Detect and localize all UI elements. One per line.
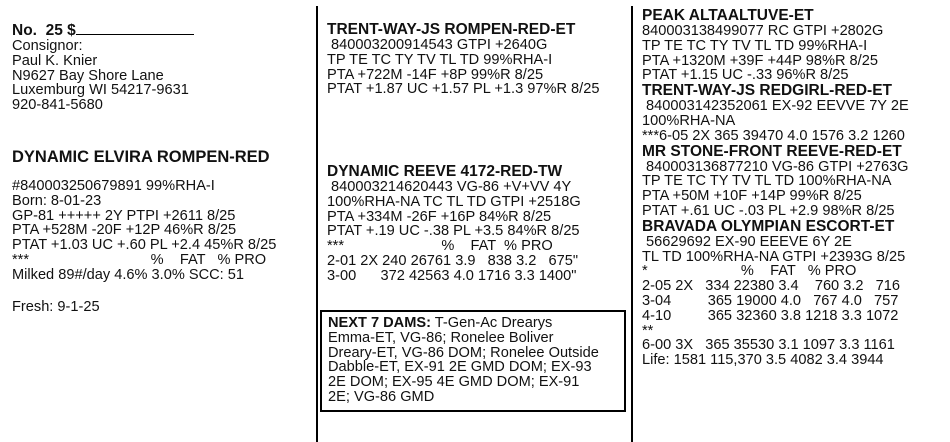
cow-line-4: PTA +528M -20F +12P 46%R 8/25	[12, 222, 237, 239]
pedigree-3-line-1: 840003136877210 VG-86 GTPI +2763G	[642, 158, 909, 175]
consignor-phone: 920-841-5680	[12, 97, 103, 114]
dam-line-3: PTA +334M -26F +16P 84%R 8/25	[327, 208, 552, 225]
consignor-city: Luxemburg WI 54217-9631	[12, 82, 189, 99]
dam-line-7: 3-00 372 42563 4.0 1716 3.3 1400"	[327, 267, 577, 284]
dam-block	[327, 164, 627, 284]
pedigree-1-line-2: TP TE TC TY TV TL TD 99%RHA-I	[642, 37, 868, 54]
pedigree-entry-2	[642, 83, 947, 143]
pedigree-1-line-1: 840003138499077 RC GTPI +2802G	[642, 23, 884, 39]
pedigree-4-line-2: TL TD 100%RHA-NA GTPI +2393G 8/25	[642, 248, 906, 265]
column-divider-right	[631, 6, 633, 442]
pedigree-4-line-6: 4-10 365 32360 3.8 1218 3.3 1072	[642, 307, 899, 324]
pedigree-4-line-1: 56629692 EX-90 EEEVE 6Y 2E	[642, 233, 852, 250]
cow-line-5: PTAT +1.03 UC +.60 PL +2.4 45%R 8/25	[12, 237, 277, 254]
cow-line-7: Milked 89#/day 4.6% 3.0% SCC: 51	[12, 266, 245, 283]
pedigree-name-2: TRENT-WAY-JS REDGIRL-RED-ET	[642, 82, 893, 100]
dam-line-2: 100%RHA-NA TC TL TD GTPI +2518G	[327, 193, 581, 210]
pedigree-4-line-4: 2-05 2X 334 22380 3.4 760 3.2 716	[642, 278, 901, 295]
pedigree-column	[642, 8, 947, 368]
pedigree-4-line-8: 6-00 3X 365 35530 3.1 1097 3.3 1161	[642, 337, 895, 354]
dam-name: DYNAMIC REEVE 4172-RED-TW	[327, 163, 563, 180]
dam-line-4: PTAT +.19 UC -.38 PL +3.5 84%R 8/25	[327, 223, 580, 240]
pedigree-4-line-5: 3-04 365 19000 4.0 767 4.0 757	[642, 292, 899, 309]
dam-line-6: 2-01 2X 240 26761 3.9 838 3.2 675"	[327, 252, 579, 269]
cow-line-3: GP-81 +++++ 2Y PTPI +2611 8/25	[12, 207, 236, 224]
consignor-street: N9627 Bay Shore Lane	[12, 67, 164, 84]
sire-line-1: 840003200914543 GTPI +2640G	[327, 37, 548, 53]
sire-line-4: PTAT +1.87 UC +1.57 PL +1.3 97%R 8/25	[327, 81, 600, 98]
pedigree-4-line-9: Life: 1581 115,370 3.5 4082 3.4 3944	[642, 352, 884, 369]
cow-line-2: Born: 8-01-23	[12, 192, 102, 209]
cow-name: DYNAMIC ELVIRA ROMPEN-RED	[12, 148, 270, 166]
consignor-name: Paul K. Knier	[12, 52, 98, 69]
pedigree-3-line-4: PTAT +.61 UC -.03 PL +2.9 98%R 8/25	[642, 202, 895, 219]
pedigree-4-line-7: **	[642, 322, 654, 339]
pedigree-3-line-3: PTA +50M +10F +14P 99%R 8/25	[642, 188, 862, 205]
cow-line-6: *** % FAT % PRO	[12, 251, 267, 268]
next-dams-line-4: Dabble-ET, EX-91 2E GMD DOM; EX-93	[328, 359, 592, 376]
cow-details	[12, 179, 312, 283]
pedigree-name-1: PEAK ALTAALTUVE-ET	[642, 7, 814, 24]
pedigree-name-4: BRAVADA OLYMPIAN ESCORT-ET	[642, 217, 895, 235]
consignor-label: Consignor:	[12, 38, 83, 54]
left-column	[12, 22, 310, 113]
price-blank	[76, 22, 194, 35]
next-dams-label: NEXT 7 DAMS:	[328, 315, 431, 331]
pedigree-2-line-1: 840003142352061 EX-92 EEVVE 7Y 2E	[642, 98, 909, 115]
pedigree-2-line-2: 100%RHA-NA	[642, 112, 736, 129]
pedigree-1-line-3: PTA +1320M +39F +44P 98%R 8/25	[642, 52, 878, 69]
next-dams-line-2: Emma-ET, VG-86; Ronelee Boliver	[328, 329, 554, 346]
price-dollar: $	[67, 22, 76, 39]
lot-number-label: No.	[12, 22, 37, 39]
pedigree-entry-1	[642, 8, 947, 83]
pedigree-name-3: MR STONE-FRONT REEVE-RED-ET	[642, 142, 902, 160]
next-dams-line-3: Dreary-ET, VG-86 DOM; Ronelee Outside	[328, 344, 599, 361]
sire-block	[327, 22, 627, 97]
dam-line-1: 840003214620443 VG-86 +V+VV 4Y	[327, 179, 572, 195]
pedigree-entry-4	[642, 219, 947, 368]
next-dams-text-1: T-Gen-Ac Drearys	[430, 315, 553, 331]
dam-line-5: *** % FAT % PRO	[327, 238, 553, 255]
fresh-date: Fresh: 9-1-25	[12, 298, 100, 315]
cow-line-1: #840003250679891 99%RHA-I	[12, 178, 215, 194]
cow-block	[12, 148, 312, 314]
next-dams-line-6: 2E; VG-86 GMD	[328, 388, 435, 405]
sire-line-2: TP TE TC TY TV TL TD 99%RHA-I	[327, 51, 553, 68]
pedigree-4-line-3: * % FAT % PRO	[642, 263, 857, 280]
column-divider-left	[316, 6, 318, 442]
next-dams-box	[320, 310, 626, 412]
next-dams-line-1	[328, 316, 620, 331]
sire-line-3: PTA +722M -14F +8P 99%R 8/25	[327, 66, 544, 83]
lot-number: 25	[45, 22, 63, 39]
lot-number-line	[12, 22, 310, 39]
consignor-block	[12, 39, 310, 113]
pedigree-1-line-4: PTAT +1.15 UC -.33 96%R 8/25	[642, 67, 849, 84]
sire-name: TRENT-WAY-JS ROMPEN-RED-ET	[327, 21, 576, 38]
pedigree-3-line-2: TP TE TC TY TV TL TD 100%RHA-NA	[642, 173, 892, 190]
next-dams-line-5: 2E DOM; EX-95 4E GMD DOM; EX-91	[328, 374, 580, 391]
pedigree-entry-3	[642, 144, 947, 219]
pedigree-2-line-3: ***6-05 2X 365 39470 4.0 1576 3.2 1260	[642, 127, 905, 144]
